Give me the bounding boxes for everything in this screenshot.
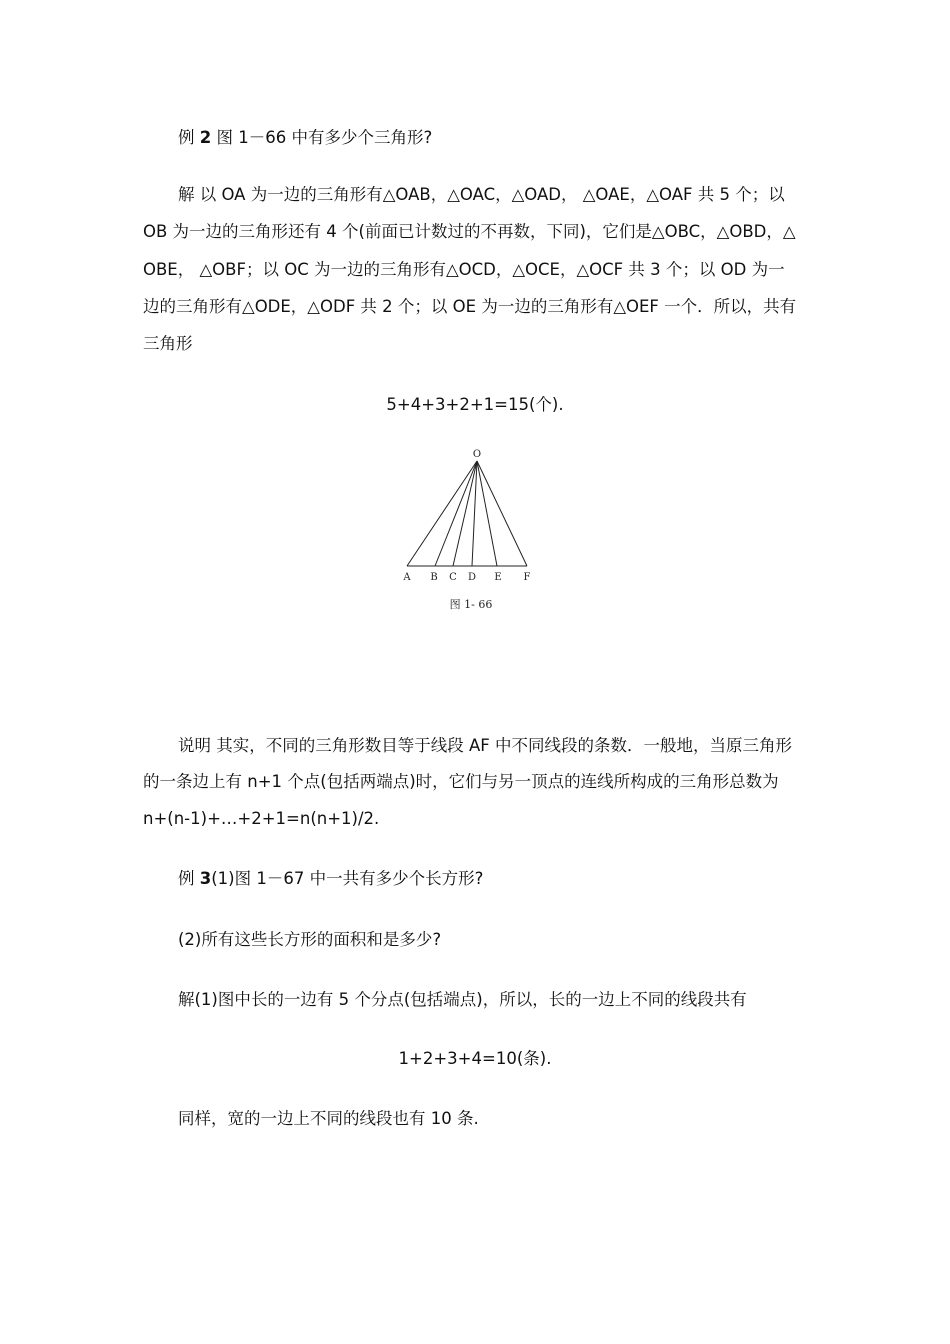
example-3-heading (178, 869, 483, 889)
base-label-f: F (523, 572, 531, 583)
solution-line-2: OB 为一边的三角形还有 4 个(前面已计数过的不再数，下同)，它们是△OBC，△OBD，△ (143, 222, 796, 241)
segment-of (477, 461, 527, 566)
solution-line-5: 三角形 (143, 334, 193, 353)
segment-ob (435, 461, 477, 566)
segment-oc (453, 461, 477, 566)
example-3-solution: 解(1)图中长的一边有 5 个分点(包括端点)，所以，长的一边上不同的线段共有 (178, 990, 747, 1009)
base-label-a: A (403, 572, 411, 583)
base-label-d: D (467, 572, 477, 583)
example-3-formula: 1+2+3+4=10(条). (398, 1049, 552, 1068)
solution-formula: 5+4+3+2+1=15(个). (386, 395, 564, 414)
solution-line-3: OBE， △OBF；以 OC 为一边的三角形有△OCD，△OCE，△OCF 共 3 个；以 OD 为一 (143, 260, 785, 279)
figure-lines (407, 461, 527, 566)
segment-oe (477, 461, 497, 566)
example-2-heading (178, 128, 432, 148)
example-label: 例 (178, 869, 195, 888)
triangle-figure (395, 446, 545, 616)
figure-caption: 图 1- 66 (449, 598, 493, 611)
example-question: 图 1－66 中有多少个三角形? (216, 128, 433, 147)
segment-od (472, 461, 477, 566)
example-number: 2 (199, 128, 212, 147)
example-question: (1)图 1－67 中一共有多少个长方形? (211, 869, 484, 888)
base-label-b: B (430, 572, 438, 583)
example-label: 例 (178, 128, 195, 147)
solution-line-4: 边的三角形有△ODE，△ODF 共 2 个；以 OE 为一边的三角形有△OEF 一个．所以，共有 (143, 297, 797, 316)
example-number: 3 (199, 869, 212, 888)
base-label-c: C (449, 572, 457, 583)
note-line-2: 的一条边上有 n+1 个点(包括两端点)时，它们与另一顶点的连线所构成的三角形总数为 (143, 772, 779, 791)
solution-line-1: 解 以 OA 为一边的三角形有△OAB，△OAC，△OAD， △OAE，△OAF 共 5 个；以 (178, 185, 785, 204)
example-3-question-2: (2)所有这些长方形的面积和是多少? (178, 930, 442, 949)
segment-oa (407, 461, 477, 566)
note-line-3: n+(n-1)+…+2+1=n(n+1)/2. (143, 809, 380, 828)
apex-label: O (472, 449, 482, 460)
note-line-1: 说明 其实，不同的三角形数目等于线段 AF 中不同线段的条数．一般地，当原三角形 (178, 736, 793, 755)
example-3-follow-up: 同样，宽的一边上不同的线段也有 10 条. (178, 1109, 479, 1128)
base-label-e: E (494, 572, 502, 583)
